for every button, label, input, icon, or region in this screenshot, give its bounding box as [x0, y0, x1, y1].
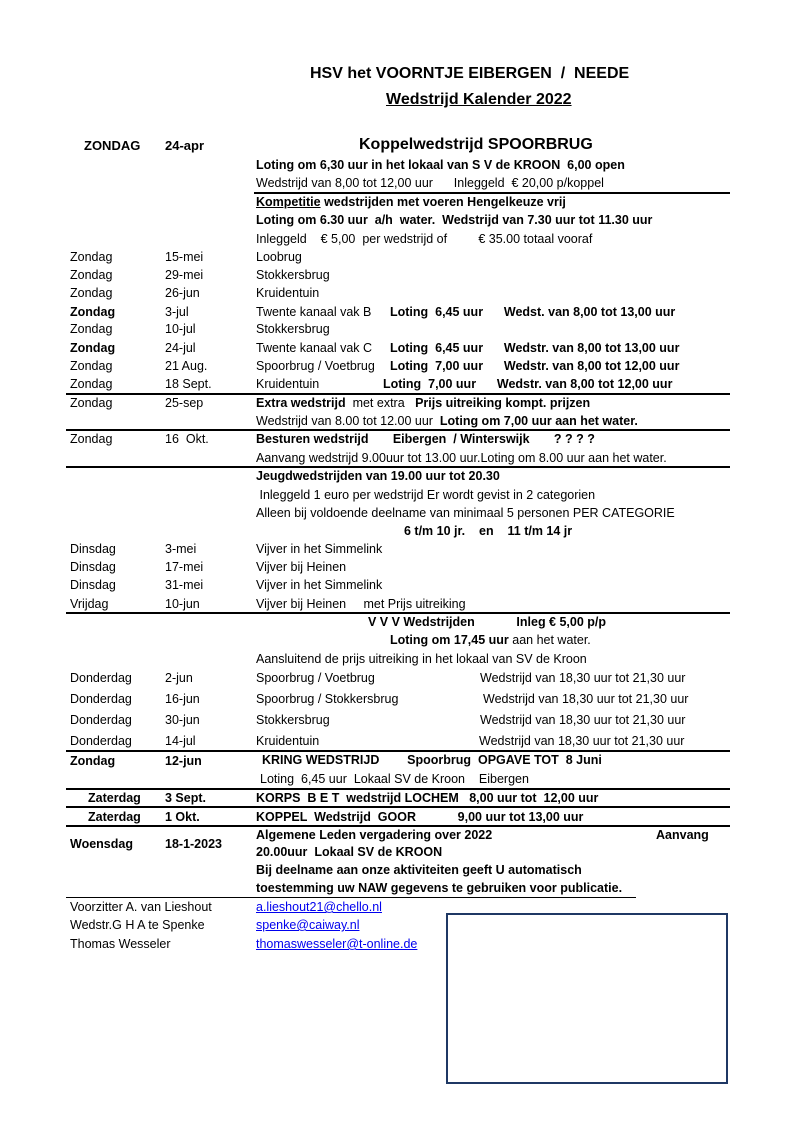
list-item-day: Zondag	[70, 341, 116, 355]
extra-details	[256, 414, 638, 429]
goor-date: 1 Okt.	[165, 810, 200, 824]
kring-day: Zondag	[70, 754, 116, 768]
vvv-loting	[390, 633, 591, 648]
divider	[66, 750, 730, 752]
list-item-extra: Loting 7,00 uur Wedstr. van 8,00 tot 12,00 uur	[390, 359, 680, 373]
list-item-extra: Loting 6,45 uur Wedstr. van 8,00 tot 13,00 uur	[390, 341, 680, 355]
korps-text: KORPS B E T wedstrijd LOCHEM 8,00 uur tot 12,00 uur	[256, 791, 599, 805]
list-item-place: Vijver bij Heinen met Prijs uitreiking	[256, 597, 466, 611]
list-item-place: Vijver in het Simmelink	[256, 578, 383, 592]
vvv-loting-rest: aan het water.	[508, 633, 591, 647]
list-item-place: Vijver in het Simmelink	[256, 542, 383, 556]
list-item-place: Kruidentuin	[256, 286, 320, 300]
list-item-place: Vijver bij Heinen	[256, 560, 347, 574]
contact-name: Thomas Wesseler	[70, 937, 171, 951]
list-item-date: 30-jun	[165, 713, 200, 727]
privacy-line1: Bij deelname aan onze aktiviteiten geeft U automatisch	[256, 863, 582, 877]
divider	[66, 897, 636, 898]
list-item-place: Kruidentuin	[256, 734, 320, 748]
competitie-lead: Kompetitie	[256, 195, 321, 209]
besturen-title: Besturen wedstrijd Eibergen / Winterswijk ? ? ? ?	[256, 432, 595, 446]
list-item-day: Donderdag	[70, 692, 132, 706]
divider	[66, 788, 730, 790]
list-item-date: 21 Aug.	[165, 359, 208, 373]
list-item-place: Loobrug	[256, 250, 302, 264]
list-item-extra: Loting 7,00 uur Wedstr. van 8,00 tot 12,00 uur	[383, 377, 673, 391]
goor-text: KOPPEL Wedstrijd GOOR 9,00 uur tot 13,00 uur	[256, 810, 584, 824]
list-item-place: Spoorbrug / Voetbrug	[256, 359, 375, 373]
list-item-time: Wedstrijd van 18,30 uur tot 21,30 uur	[480, 713, 686, 727]
contact-email-link[interactable]: a.lieshout21@chello.nl	[256, 900, 382, 914]
list-item-time: Wedstrijd van 18,30 uur tot 21,30 uur	[479, 734, 685, 748]
goor-day: Zaterdag	[88, 810, 141, 824]
contact-email-link[interactable]: spenke@caiway.nl	[256, 918, 360, 932]
list-item-day: Zondag	[70, 286, 113, 300]
list-item-day: Dinsdag	[70, 560, 116, 574]
divider	[66, 806, 730, 808]
alv-aanvang: Aanvang	[656, 828, 709, 842]
list-item-place: Stokkersbrug	[256, 713, 330, 727]
list-item-date: 29-mei	[165, 268, 204, 282]
kring-title: KRING WEDSTRIJD Spoorbrug OPGAVE TOT 8 Juni	[262, 753, 602, 767]
jeugd-title: Jeugdwedstrijden van 19.00 uur tot 20.30	[256, 469, 500, 483]
contact-email-link[interactable]: thomaswesseler@t-online.de	[256, 937, 418, 951]
contact-name: Wedstr.G H A te Spenke	[70, 918, 205, 932]
divider	[66, 429, 730, 431]
list-item-day: Dinsdag	[70, 578, 116, 592]
divider	[66, 466, 730, 468]
list-item-place: Spoorbrug / Voetbrug	[256, 671, 375, 685]
extra-date: 25-sep	[165, 396, 204, 410]
alv-date: 18-1-2023	[165, 837, 222, 851]
list-item-day: Zondag	[70, 377, 113, 391]
list-item-day: Donderdag	[70, 734, 132, 748]
list-item-place: Stokkersbrug	[256, 322, 330, 336]
jeugd-categories: 6 t/m 10 jr. en 11 t/m 14 jr	[404, 524, 573, 538]
divider	[66, 612, 730, 614]
extra-details-normal: Wedstrijd van 8.00 tot 12.00 uur	[256, 414, 440, 428]
vvv-title: V V V Wedstrijden Inleg € 5,00 p/p	[368, 615, 607, 629]
extra-title-bold: Extra wedstrijd	[256, 396, 346, 410]
competitie-loting: Loting om 6.30 uur a/h water. Wedstrijd van 7.30 uur tot 11.30 uur	[256, 213, 653, 227]
alv-title: Algemene Leden vergadering over 2022	[256, 828, 493, 842]
list-item-date: 10-jul	[165, 322, 196, 336]
kring-date: 12-jun	[165, 754, 202, 768]
list-item-date: 31-mei	[165, 578, 204, 592]
extra-title-end: Prijs uitreiking kompt. prijzen	[415, 396, 591, 410]
koppel-loting: Loting om 6,30 uur in het lokaal van S V de KROON 6,00 open	[256, 158, 625, 172]
list-item-date: 16-jun	[165, 692, 200, 706]
alv-time: 20.00uur Lokaal SV de KROON	[256, 845, 443, 859]
list-item-day: Donderdag	[70, 671, 132, 685]
list-item-date: 3-mei	[165, 542, 197, 556]
list-item-place: Kruidentuin	[256, 377, 320, 391]
kring-loting: Loting 6,45 uur Lokaal SV de Kroon Eibergen	[260, 772, 529, 786]
list-item-day: Zondag	[70, 322, 113, 336]
list-item-place: Stokkersbrug	[256, 268, 330, 282]
korps-date: 3 Sept.	[165, 791, 206, 805]
list-item-place: Twente kanaal vak B	[256, 305, 372, 319]
list-item-day: Donderdag	[70, 713, 132, 727]
koppel-title: Koppelwedstrijd SPOORBRUG	[359, 136, 593, 153]
korps-day: Zaterdag	[88, 791, 141, 805]
divider	[66, 393, 730, 395]
list-item-day: Zondag	[70, 305, 116, 319]
list-item-time: Wedstrijd van 18,30 uur tot 21,30 uur	[480, 671, 686, 685]
list-item-place: Twente kanaal vak C	[256, 341, 373, 355]
vvv-loting-bold: Loting om 17,45 uur	[390, 633, 509, 647]
divider	[254, 192, 730, 194]
besturen-details: Aanvang wedstrijd 9.00uur tot 13.00 uur.Loting om 8.00 uur aan het water.	[256, 451, 667, 465]
extra-details-bold: Loting om 7,00 uur aan het water.	[439, 414, 638, 428]
extra-title-mid: met extra	[345, 396, 416, 410]
list-item-date: 24-jul	[165, 341, 196, 355]
list-item-extra: Loting 6,45 uur Wedst. van 8,00 tot 13,00 uur	[390, 305, 676, 319]
list-item-date: 15-mei	[165, 250, 204, 264]
besturen-date: 16 Okt.	[165, 432, 209, 446]
list-item-date: 10-jun	[165, 597, 200, 611]
list-item-place: Spoorbrug / Stokkersbrug	[256, 692, 399, 706]
divider	[66, 825, 730, 827]
calendar-subtitle: Wedstrijd Kalender 2022	[386, 91, 572, 108]
besturen-day: Zondag	[70, 432, 113, 446]
club-title: HSV het VOORNTJE EIBERGEN / NEEDE	[310, 65, 630, 82]
list-item-day: Zondag	[70, 268, 113, 282]
competitie-title	[256, 195, 566, 210]
contact-name: Voorzitter A. van Lieshout	[70, 900, 212, 914]
competitie-inleg: Inleggeld € 5,00 per wedstrijd of € 35.00 totaal vooraf	[256, 232, 593, 246]
jeugd-condition: Alleen bij voldoende deelname van minimaal 5 personen PER CATEGORIE	[256, 506, 675, 520]
list-item-date: 17-mei	[165, 560, 204, 574]
koppel-day: ZONDAG	[84, 138, 141, 153]
list-item-day: Vrijdag	[70, 597, 109, 611]
list-item-date: 2-jun	[165, 671, 193, 685]
list-item-day: Zondag	[70, 250, 113, 264]
list-item-date: 18 Sept.	[165, 377, 212, 391]
privacy-line2: toestemming uw NAW gegevens te gebruiken voor publicatie.	[256, 881, 623, 895]
jeugd-inleg: Inleggeld 1 euro per wedstrijd Er wordt gevist in 2 categorien	[256, 488, 596, 502]
alv-day: Woensdag	[70, 837, 133, 851]
list-item-day: Dinsdag	[70, 542, 116, 556]
vvv-prijs: Aansluitend de prijs uitreiking in het lokaal van SV de Kroon	[256, 652, 587, 666]
competitie-lead-rest: wedstrijden met voeren Hengelkeuze vrij	[320, 195, 566, 209]
image-frame	[446, 913, 728, 1084]
list-item-day: Zondag	[70, 359, 113, 373]
list-item-date: 26-jun	[165, 286, 200, 300]
koppel-date: 24-apr	[165, 138, 205, 153]
koppel-times: Wedstrijd van 8,00 tot 12,00 uur Inleggeld € 20,00 p/koppel	[256, 176, 604, 190]
extra-day: Zondag	[70, 396, 113, 410]
extra-title	[256, 396, 590, 411]
list-item-date: 3-jul	[165, 305, 189, 319]
list-item-date: 14-jul	[165, 734, 196, 748]
list-item-time: Wedstrijd van 18,30 uur tot 21,30 uur	[483, 692, 689, 706]
